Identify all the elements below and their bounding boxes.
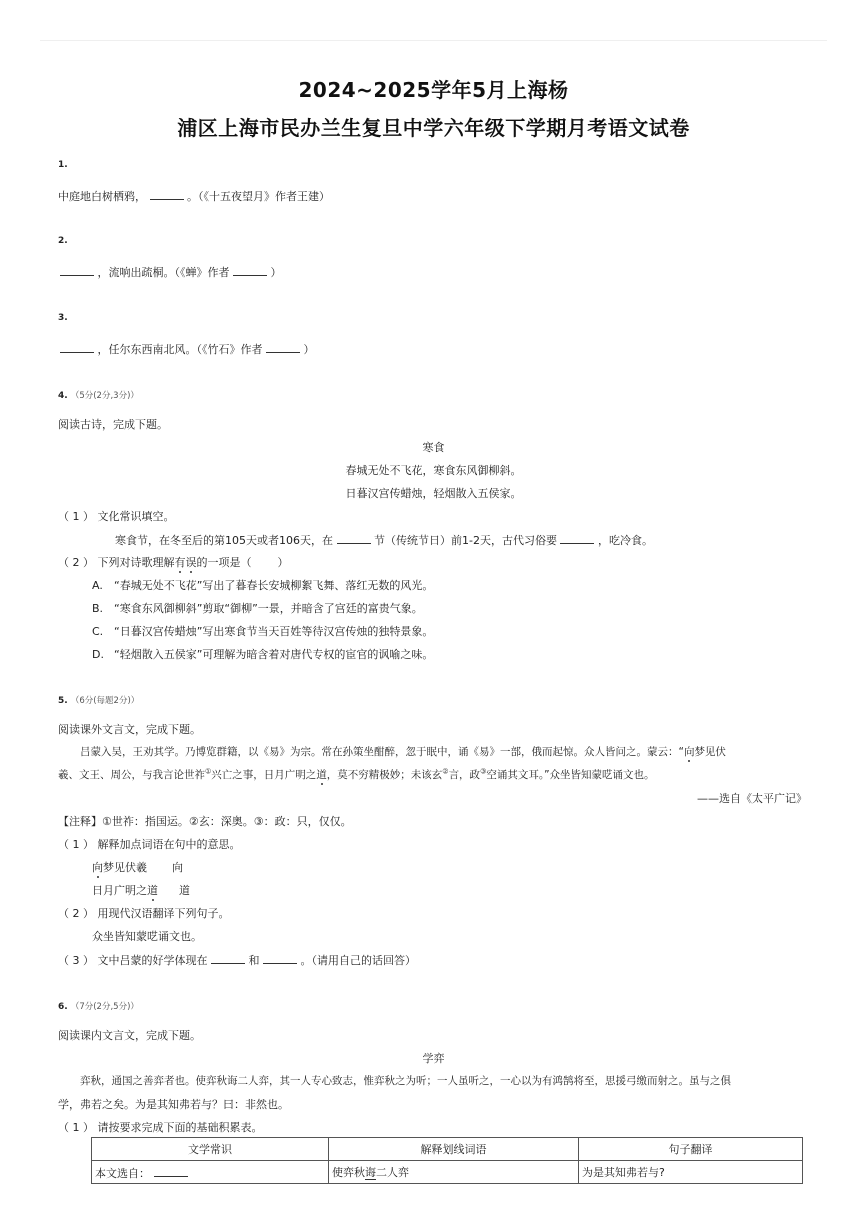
question-1-text-b: 。（《十五夜望月》作者王建） [187,190,330,203]
passage-text: 空诵其文耳。”众坐皆知蒙呓诵文也。 [486,769,655,781]
question-5-sub-3 [58,951,416,968]
passage-6-line-2: 学，弗若之矣。为是其知弗若与？曰：非然也。 [58,1098,289,1111]
table-header: 句子翻译 [579,1138,803,1161]
cell-text: 使弈秋 [332,1166,365,1179]
question-2-text [60,263,282,280]
emphasis-char: 向 [683,746,695,758]
question-6-number [58,1000,139,1012]
passage-text: 吕蒙入吴，王劝其学。乃博览群籍，以《易》为宗。常在孙策坐酣醉，忽于眠中，诵《易》一部，俄而起惊。众人皆问之。蒙云：“ [80,746,684,758]
question-5-sub-2 [58,905,230,921]
detail-text-b: 节（传统节日）前1-2天，古代习俗要 [374,534,557,547]
question-1-number: 1. [58,160,68,170]
question-6-num: 6. [58,1002,68,1012]
answer-blank[interactable] [60,340,94,353]
table-header: 文学常识 [92,1138,329,1161]
option-text: “春城无处不飞花”写出了暮春长安城柳絮飞舞、落红无数的风光。 [114,579,434,592]
emphasis-char: 道 [147,884,158,897]
question-4-score: （5分(2分,3分)） [70,391,139,401]
detail-text-c: ，吃冷食。 [597,534,653,547]
option-label: D. [92,648,104,661]
question-3-text-b: ） [303,343,315,356]
table-cell [92,1161,329,1184]
emphasis-char: 道 [316,769,327,781]
passage-6-line-1: 弈秋，通国之善弈者也。使弈秋诲二人弈，其一人专心致志，惟弈秋之为听；一人虽听之，一心以为有鸿鹄将至，思援弓缴而射之。虽与之俱 [80,1075,731,1087]
table-header: 解释划线词语 [329,1138,579,1161]
answer-blank[interactable] [233,263,267,276]
option-b[interactable] [92,600,423,616]
sub-question-text: 用现代汉语翻译下列句子。 [97,907,230,920]
poem-line-2: 日暮汉宫传蜡烛，轻烟散入五侯家。 [345,487,522,500]
table-cell [329,1161,579,1184]
sub-question-text-a: 文中吕蒙的好学体现在 [97,954,208,967]
question-4-sub-2 [58,554,289,570]
question-4-sub-1 [58,508,175,524]
answer-blank[interactable] [263,951,297,964]
footnote-marker: ② [442,767,449,776]
option-d[interactable] [92,646,433,662]
option-label: C. [92,625,104,638]
question-4-intro: 阅读古诗，完成下题。 [58,418,168,431]
question-5-intro: 阅读课外文言文，完成下题。 [58,723,201,736]
sub-question-label: （ 2 ） [58,556,94,569]
question-3-text-a: ，任尔东西南北风。（《竹石》作者 [97,343,263,356]
question-4-num: 4. [58,391,68,401]
sub-question-label: （ 1 ） [58,510,94,523]
question-1-text-a: 中庭地白树栖鸦， [58,190,146,203]
answer-blank[interactable] [60,263,94,276]
footnote-marker: ③ [480,767,487,776]
question-6-intro: 阅读课内文言文，完成下题。 [58,1029,201,1042]
answer-blank[interactable] [150,187,184,200]
word-item-2 [92,882,190,898]
passage-line-1 [80,744,726,759]
sub-question-text-c: 。（请用自己的话回答） [300,954,416,967]
question-2-text-a: ，流响出疏桐。（《蝉》作者 [97,266,230,279]
question-6-sub-1 [58,1119,263,1135]
answer-blank[interactable] [337,531,371,544]
answer-blank[interactable] [211,951,245,964]
sub-question-label: （ 1 ） [58,1121,94,1134]
question-5-sub-1 [58,836,241,852]
option-a[interactable] [92,577,433,593]
passage-text: 言，政 [448,769,481,781]
question-5-score: （6分(每题2分)） [70,696,140,706]
page-title-line-2: 浦区上海市民办兰生复旦中学六年级下学期月考语文试卷 [177,116,690,140]
emphasis-char: 向 [92,861,103,874]
sub-question-text: 文化常识填空。 [97,510,175,523]
sub-question-text: 解释加点词语在句中的意思。 [97,838,241,851]
accumulation-table [91,1137,803,1184]
passage-title: 学弈 [422,1052,445,1065]
passage-text: 羲、文王、周公，与我言论世祚 [58,769,205,781]
option-text: “寒食东风御柳斜”剪取“御柳”一景，并暗含了宫廷的富贵气象。 [114,602,423,615]
option-label: A. [92,579,103,592]
footnote-marker: ① [205,767,212,776]
option-text: “日暮汉宫传蜡烛”写出寒食节当天百姓等待汉宫传烛的独特景象。 [114,625,434,638]
sub-question-label: （ 2 ） [58,907,94,920]
passage-text: 兴亡之事，日月广明之 [211,769,317,781]
translate-sentence: 众坐皆知蒙呓诵文也。 [92,930,202,943]
word-item-text: 梦见伏羲 [103,861,147,874]
question-4-number [58,389,139,401]
passage-line-2 [58,767,655,782]
passage-notes: 【注释】①世祚：指国运。②玄：深奥。③：政：只，仅仅。 [58,815,352,828]
header-rule [40,40,827,41]
option-label: B. [92,602,104,615]
table-row [92,1161,803,1184]
question-6-score: （7分(2分,5分)） [70,1002,139,1012]
sub-question-label: （ 1 ） [58,838,94,851]
question-4-sub-1-detail [115,531,653,548]
word-item-text: 日月广明之 [92,884,147,897]
answer-blank[interactable] [154,1164,188,1177]
table-cell: 为是其知弗若与? [579,1161,803,1184]
word-item-target: 向 [172,861,183,874]
poem-line-1: 春城无处不飞花，寒食东风御柳斜。 [345,464,522,477]
sub-question-text-b: 的一项是（ [196,556,252,569]
sub-question-text-c: ） [277,556,289,569]
word-item-target: 道 [179,884,190,897]
question-2-text-b: ） [270,266,282,279]
question-5-number [58,694,139,706]
poem-title: 寒食 [422,441,445,454]
cell-text: 本文选自： [95,1166,150,1180]
sub-question-label: （ 3 ） [58,954,94,967]
sub-question-text-a: 下列对诗歌理解 [97,556,175,569]
sub-question-text-b: 和 [248,954,260,967]
detail-text-a: 寒食节，在冬至后的第105天或者106天，在 [115,534,333,547]
word-item-1 [92,859,183,875]
question-5-num: 5. [58,696,68,706]
question-3-text [60,340,315,357]
passage-text: 梦见伏 [694,746,726,758]
question-2-number: 2. [58,236,68,246]
passage-source: ——选自《太平广记》 [697,792,807,805]
answer-blank[interactable] [560,531,594,544]
sub-question-text: 请按要求完成下面的基础积累表。 [97,1121,263,1134]
emphasis-char: 有 [174,556,186,569]
passage-text: ，莫不穷精极妙；未该玄 [326,769,443,781]
underlined-word: 诲 [365,1166,376,1179]
question-1-text [58,187,330,204]
answer-blank[interactable] [266,340,300,353]
option-text: “轻烟散入五侯家”可理解为暗含着对唐代专权的宦官的讽喻之味。 [114,648,434,661]
table-header-row [92,1138,803,1161]
option-c[interactable] [92,623,433,639]
emphasis-char: 误 [185,556,197,569]
page-title-line-1: 2024~2025学年5月上海杨 [298,78,569,102]
cell-text: 二人弈 [376,1166,409,1179]
question-3-number: 3. [58,313,68,323]
